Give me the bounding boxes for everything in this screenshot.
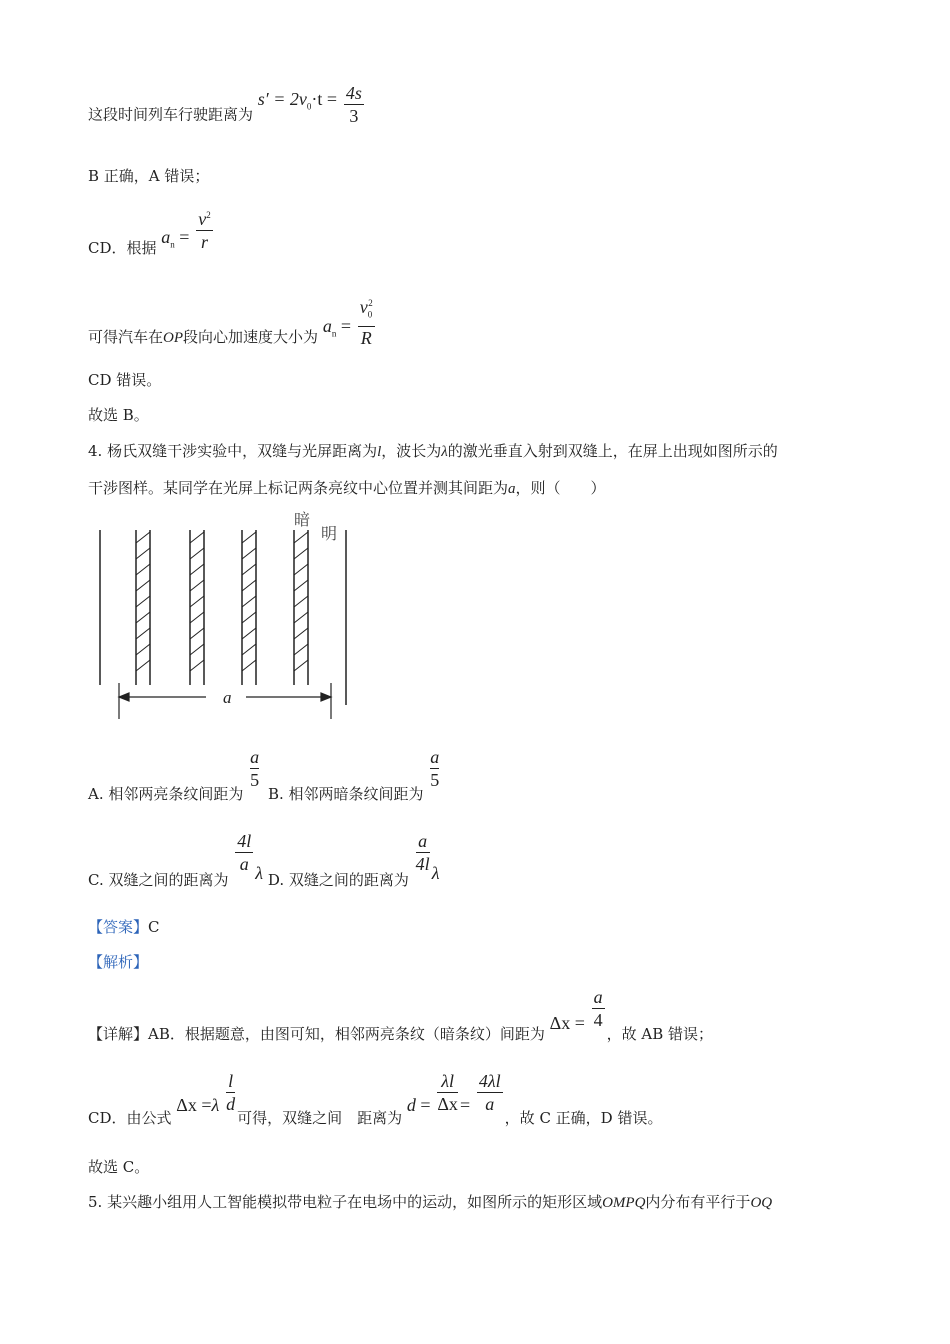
label-a: a [223,688,232,707]
answer-line [88,917,160,937]
fraction-a-4: $\frac{a}{4}$ [593,987,603,1030]
answer-value: C [148,918,160,936]
answer-label: 【答案】 [88,918,149,936]
fraction-v2-r: $\frac{v^2}{r}$ [196,204,213,253]
fraction-4lambda-l-a: $\frac{4\lambda l}{a}$ [478,1071,501,1114]
detail-line1: 【详解】AB．根据题意，由图可知，相邻两亮条纹（暗条纹）间距为 Δx = $\frac{a}{4}$ ，故 AB 错误； [88,987,714,1043]
line-distance-text: 这段时间列车行驶距离为 [88,105,254,124]
line-cd-formula [88,202,215,257]
choose-c-line: 故选 C。 [88,1158,150,1176]
option-a[interactable]: A. 相邻两亮条纹间距为 [88,784,244,803]
line-choose-b: 故选 B。 [88,406,149,424]
formula-s-prime: $s' = 2v_0\cdot t$ = [257,88,338,112]
detail-line2: CD．由公式 Δx =λ $\frac{l}{d}$ 可得，双缝之间 距离为 d = $\frac{\lambda l}{\Delta x}$ = $\frac{4\lambda l}{a}$ ，故 C 正确，D 错误。 [88,1071,663,1127]
dark-fringe-hatching [136,532,308,671]
option-c[interactable]: C. 双缝之间的距离为 [88,870,229,889]
line-b-correct: B 正确，A 错误； [88,167,210,185]
cd-text: CD．根据 [88,238,157,257]
fraction-a-4l: $\frac{a}{4l}$ [415,831,430,874]
line-cd-wrong: CD 错误。 [88,371,162,389]
options-ab [88,746,441,803]
label-bright: 明 [321,524,338,543]
fraction-a-5-a: $\frac{a}{5}$ [250,747,260,790]
analysis-label: 【解析】 [88,953,149,971]
option-d[interactable]: D. 双缝之间的距离为 [267,870,409,889]
fraction-4s-3: $\frac{4s}{3}$ [345,83,362,126]
fraction-a-5-b: $\frac{a}{5}$ [430,747,440,790]
fraction-lambda-l-dx: $\frac{\lambda l}{\Delta x}$ [437,1071,458,1114]
line-centripetal: 可得汽车在OP段向心加速度大小为 $a_n$ = $\frac{v_0^2}{R}$ [88,286,377,343]
option-b[interactable]: B. 相邻两暗条纹间距为 [267,784,424,803]
q4-line2: 干涉图样。某同学在光屏上标记两条亮纹中心位置并测其间距为a，则（ ） [88,479,606,497]
fraction-4l-a: $\frac{4l}{a}$ [237,831,252,874]
options-cd: C. 双缝之间的距离为 $\frac{4l}{a}$ λ D. 双缝之间的距离为 $\frac{a}{4l}$ λ [88,831,440,889]
q4-line1: 4. 杨氏双缝干涉实验中，双缝与光屏距离为l，波长为λ的激光垂直入射到双缝上，在屏上出现如图所示的 [88,442,778,460]
fraction-l-d: $\frac{l}{d}$ [226,1071,236,1114]
q5-line: 5. 某兴趣小组用人工智能模拟带电粒子在电场中的运动，如图所示的矩形区域OMPQ内分布有平行于OQ [88,1193,773,1211]
label-dark: 暗 [294,510,311,529]
line-distance [88,83,366,137]
formula-an: $a_n$ = [161,226,190,250]
fraction-v0sq-R: $\frac{v_0^2}{R}$ [358,292,375,349]
interference-pattern-figure [88,505,358,730]
formula-an-2: $a_n$ = [322,316,351,339]
